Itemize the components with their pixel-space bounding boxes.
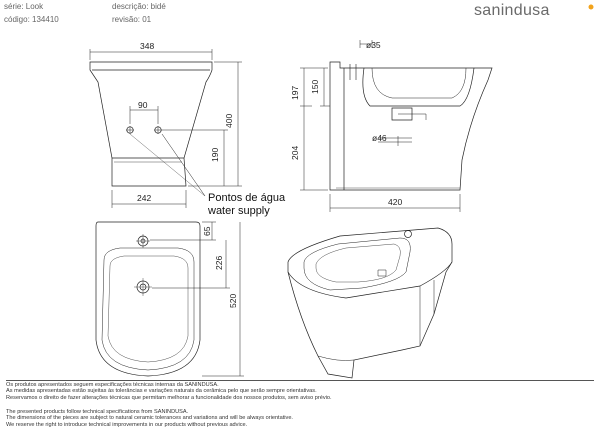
note-pt-2: As medidas apresentadas estão sujeitas às tolerâncias e variações naturais da cerâmica pelo que serão sempre orientativas. [6,388,317,395]
side-view [330,62,492,190]
note-en-2: The dimensions of the pieces are subject to natural ceramic tolerances and variations and will be always orientative. [6,415,293,422]
isometric-view [288,228,452,378]
dim-height: 400 [224,113,234,128]
notes-en [6,409,506,428]
note-en-3: We reserve the right to introduce technical improvements in our products without previous advice. [6,421,248,428]
footer-divider [6,380,594,381]
dim-top-65: 65 [202,226,212,236]
dim-side-lower: 204 [290,145,300,160]
brand-logo: sanindusa [474,2,550,19]
dim-side-upper: 197 [290,85,300,100]
notes-pt [6,382,506,401]
revisao-label: revisão: 01 [112,15,152,24]
dim-top-226: 226 [214,255,224,270]
callout-water-en: water supply [208,205,270,217]
dim-base-width: 242 [137,193,152,203]
dim-front-width: 348 [140,41,155,51]
dim-pipe-top: ø35 [366,40,381,50]
front-view [90,62,212,186]
note-en-1: The presented products follow technical specifications from SANINDUSA. [6,409,189,415]
descricao-label: descrição: bidé [112,2,166,11]
dim-pipe-bottom: ø46 [372,133,387,143]
serie-label: série: Look [4,2,44,11]
callout-water-pt: Pontos de água [208,192,286,204]
dim-inlet-height: 190 [210,147,220,162]
dim-depth: 420 [388,197,403,207]
dim-inlet-spacing: 90 [138,100,148,110]
dim-top-520: 520 [228,293,238,308]
note-pt-3: Reservamos o direito de fazer alterações técnicas que permitam melhorar a funcionalidade dos nossos produtos, sem aviso prévio. [6,394,332,401]
codigo-label: código: 134410 [4,15,59,24]
top-view [96,222,200,376]
note-pt-1: Os produtos apresentados seguem especificações técnicas internas da SANINDUSA. [6,382,219,388]
dim-side-inlet: 150 [310,79,320,94]
